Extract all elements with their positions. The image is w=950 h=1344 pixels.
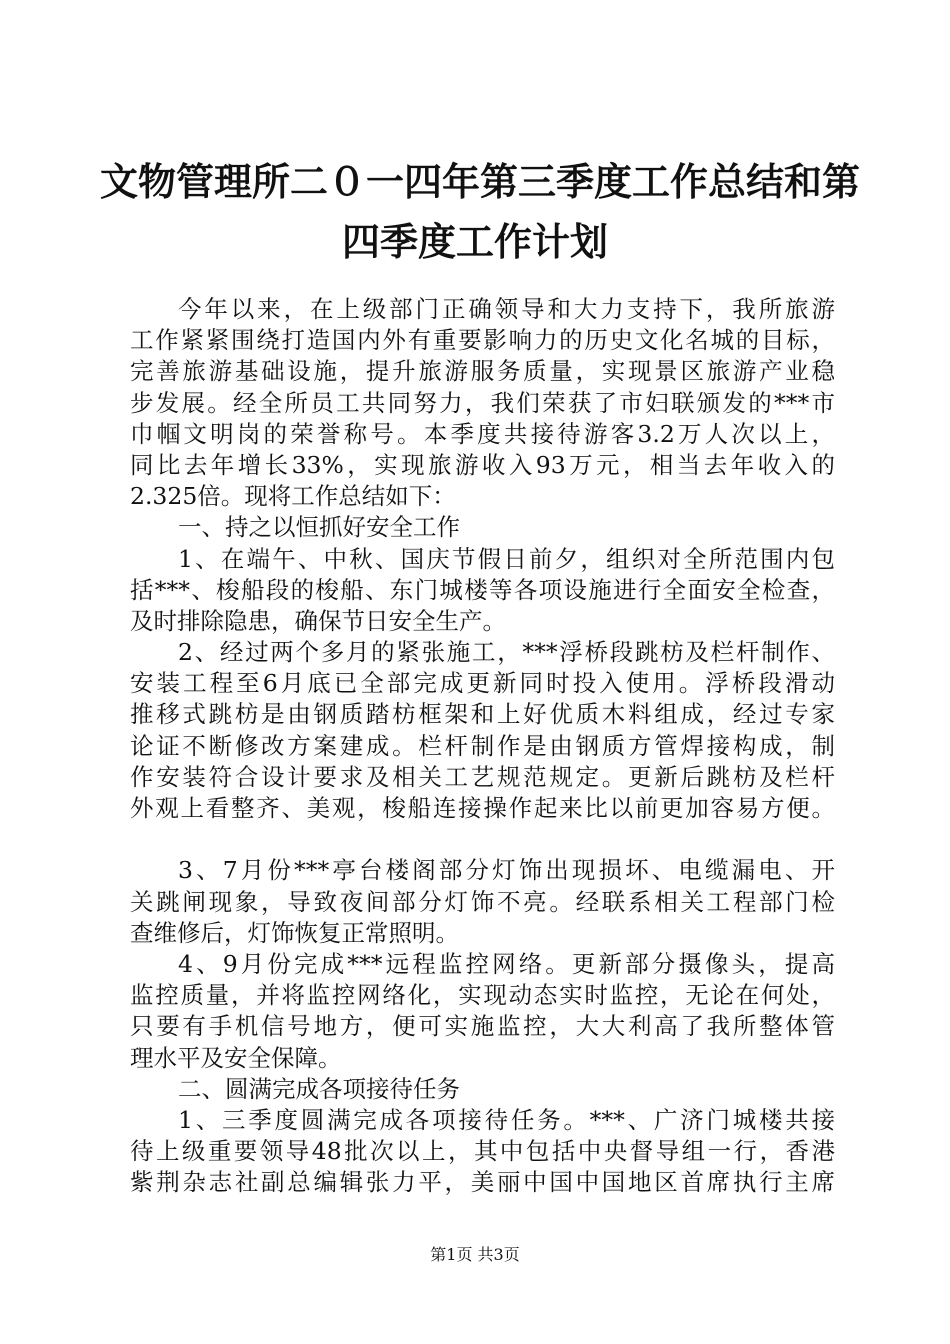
body-text-line: 外观上看整齐、美观，梭船连接操作起来比以前更加容易方便。 <box>130 794 835 822</box>
body-text-line: 作安装符合设计要求及相关工艺规范规定。更新后跳枋及栏杆 <box>130 762 835 791</box>
document-body <box>130 294 835 1198</box>
body-text-line: 今年以来，在上级部门正确领导和大力支持下，我所旅游 <box>178 295 835 323</box>
body-text-line: 2、经过两个多月的紧张施工，***浮桥段跳枋及栏杆制作、 <box>178 638 835 667</box>
blank-line <box>130 824 835 855</box>
body-text-line: 工作紧紧围绕打造国内外有重要影响力的历史文化名城的目标， <box>130 326 835 355</box>
body-text-line: 巾帼文明岗的荣誉称号。本季度共接待游客3.2万人次以上， <box>130 419 835 448</box>
body-text-line: 推移式跳枋是由钢质踏枋框架和上好优质木料组成，经过专家 <box>130 700 835 729</box>
body-text-line: 同比去年增长33%，实现旅游收入93万元，相当去年收入的 <box>130 450 835 479</box>
body-text-line: 1、在端午、中秋、国庆节假日前夕，组织对全所范围内包 <box>178 544 835 573</box>
body-text-line: 括***、梭船段的梭船、东门城楼等各项设施进行全面安全检查， <box>130 575 835 604</box>
body-text-line: 紫荆杂志社副总编辑张力平，美丽中国中国地区首席执行主席 <box>130 1168 835 1197</box>
body-text-line: 待上级重要领导48批次以上，其中包括中央督导组一行，香港 <box>130 1137 835 1166</box>
document-title-line-2: 四季度工作计划 <box>341 220 608 264</box>
body-text-line: 2.325倍。现将工作总结如下： <box>130 482 456 511</box>
body-text-line: 论证不断修改方案建成。栏杆制作是由钢质方管焊接构成，制 <box>130 731 835 760</box>
body-text-line: 步发展。经全所员工共同努力，我们荣获了市妇联颁发的***市 <box>130 388 835 417</box>
document-title-line-1: 文物管理所二０一四年第三季度工作总结和第 <box>100 160 861 204</box>
body-text-line: 3、7月份***亭台楼阁部分灯饰出现损坏、电缆漏电、开 <box>178 856 835 885</box>
body-text-line: 只要有手机信号地方，便可实施监控，大大利高了我所整体管 <box>130 1012 835 1041</box>
body-text-line: 理水平及安全保障。 <box>130 1043 342 1072</box>
page-footer: 第1页 共3页 <box>430 1245 520 1264</box>
body-text-line: 监控质量，并将监控网络化，实现动态实时监控，无论在何处， <box>130 981 835 1010</box>
body-text-line: 安装工程至6月底已全部完成更新同时投入使用。浮桥段滑动 <box>130 669 835 698</box>
body-text-line: 4、9月份完成***远程监控网络。更新部分摄像头，提高 <box>178 949 835 978</box>
body-text-line: 关跳闸现象，导致夜间部分灯饰不亮。经联系相关工程部门检 <box>130 887 835 916</box>
body-text-line: 及时排除隐患，确保节日安全生产。 <box>130 606 506 635</box>
body-text-line: 二、圆满完成各项接待任务 <box>178 1074 460 1103</box>
body-text-line: 1、三季度圆满完成各项接待任务。***、广济门城楼共接 <box>178 1105 835 1134</box>
body-text-line: 查维修后，灯饰恢复正常照明。 <box>130 918 459 947</box>
body-text-line: 完善旅游基础设施，提升旅游服务质量，实现景区旅游产业稳 <box>130 357 835 386</box>
body-text-line: 一、持之以恒抓好安全工作 <box>178 513 460 542</box>
